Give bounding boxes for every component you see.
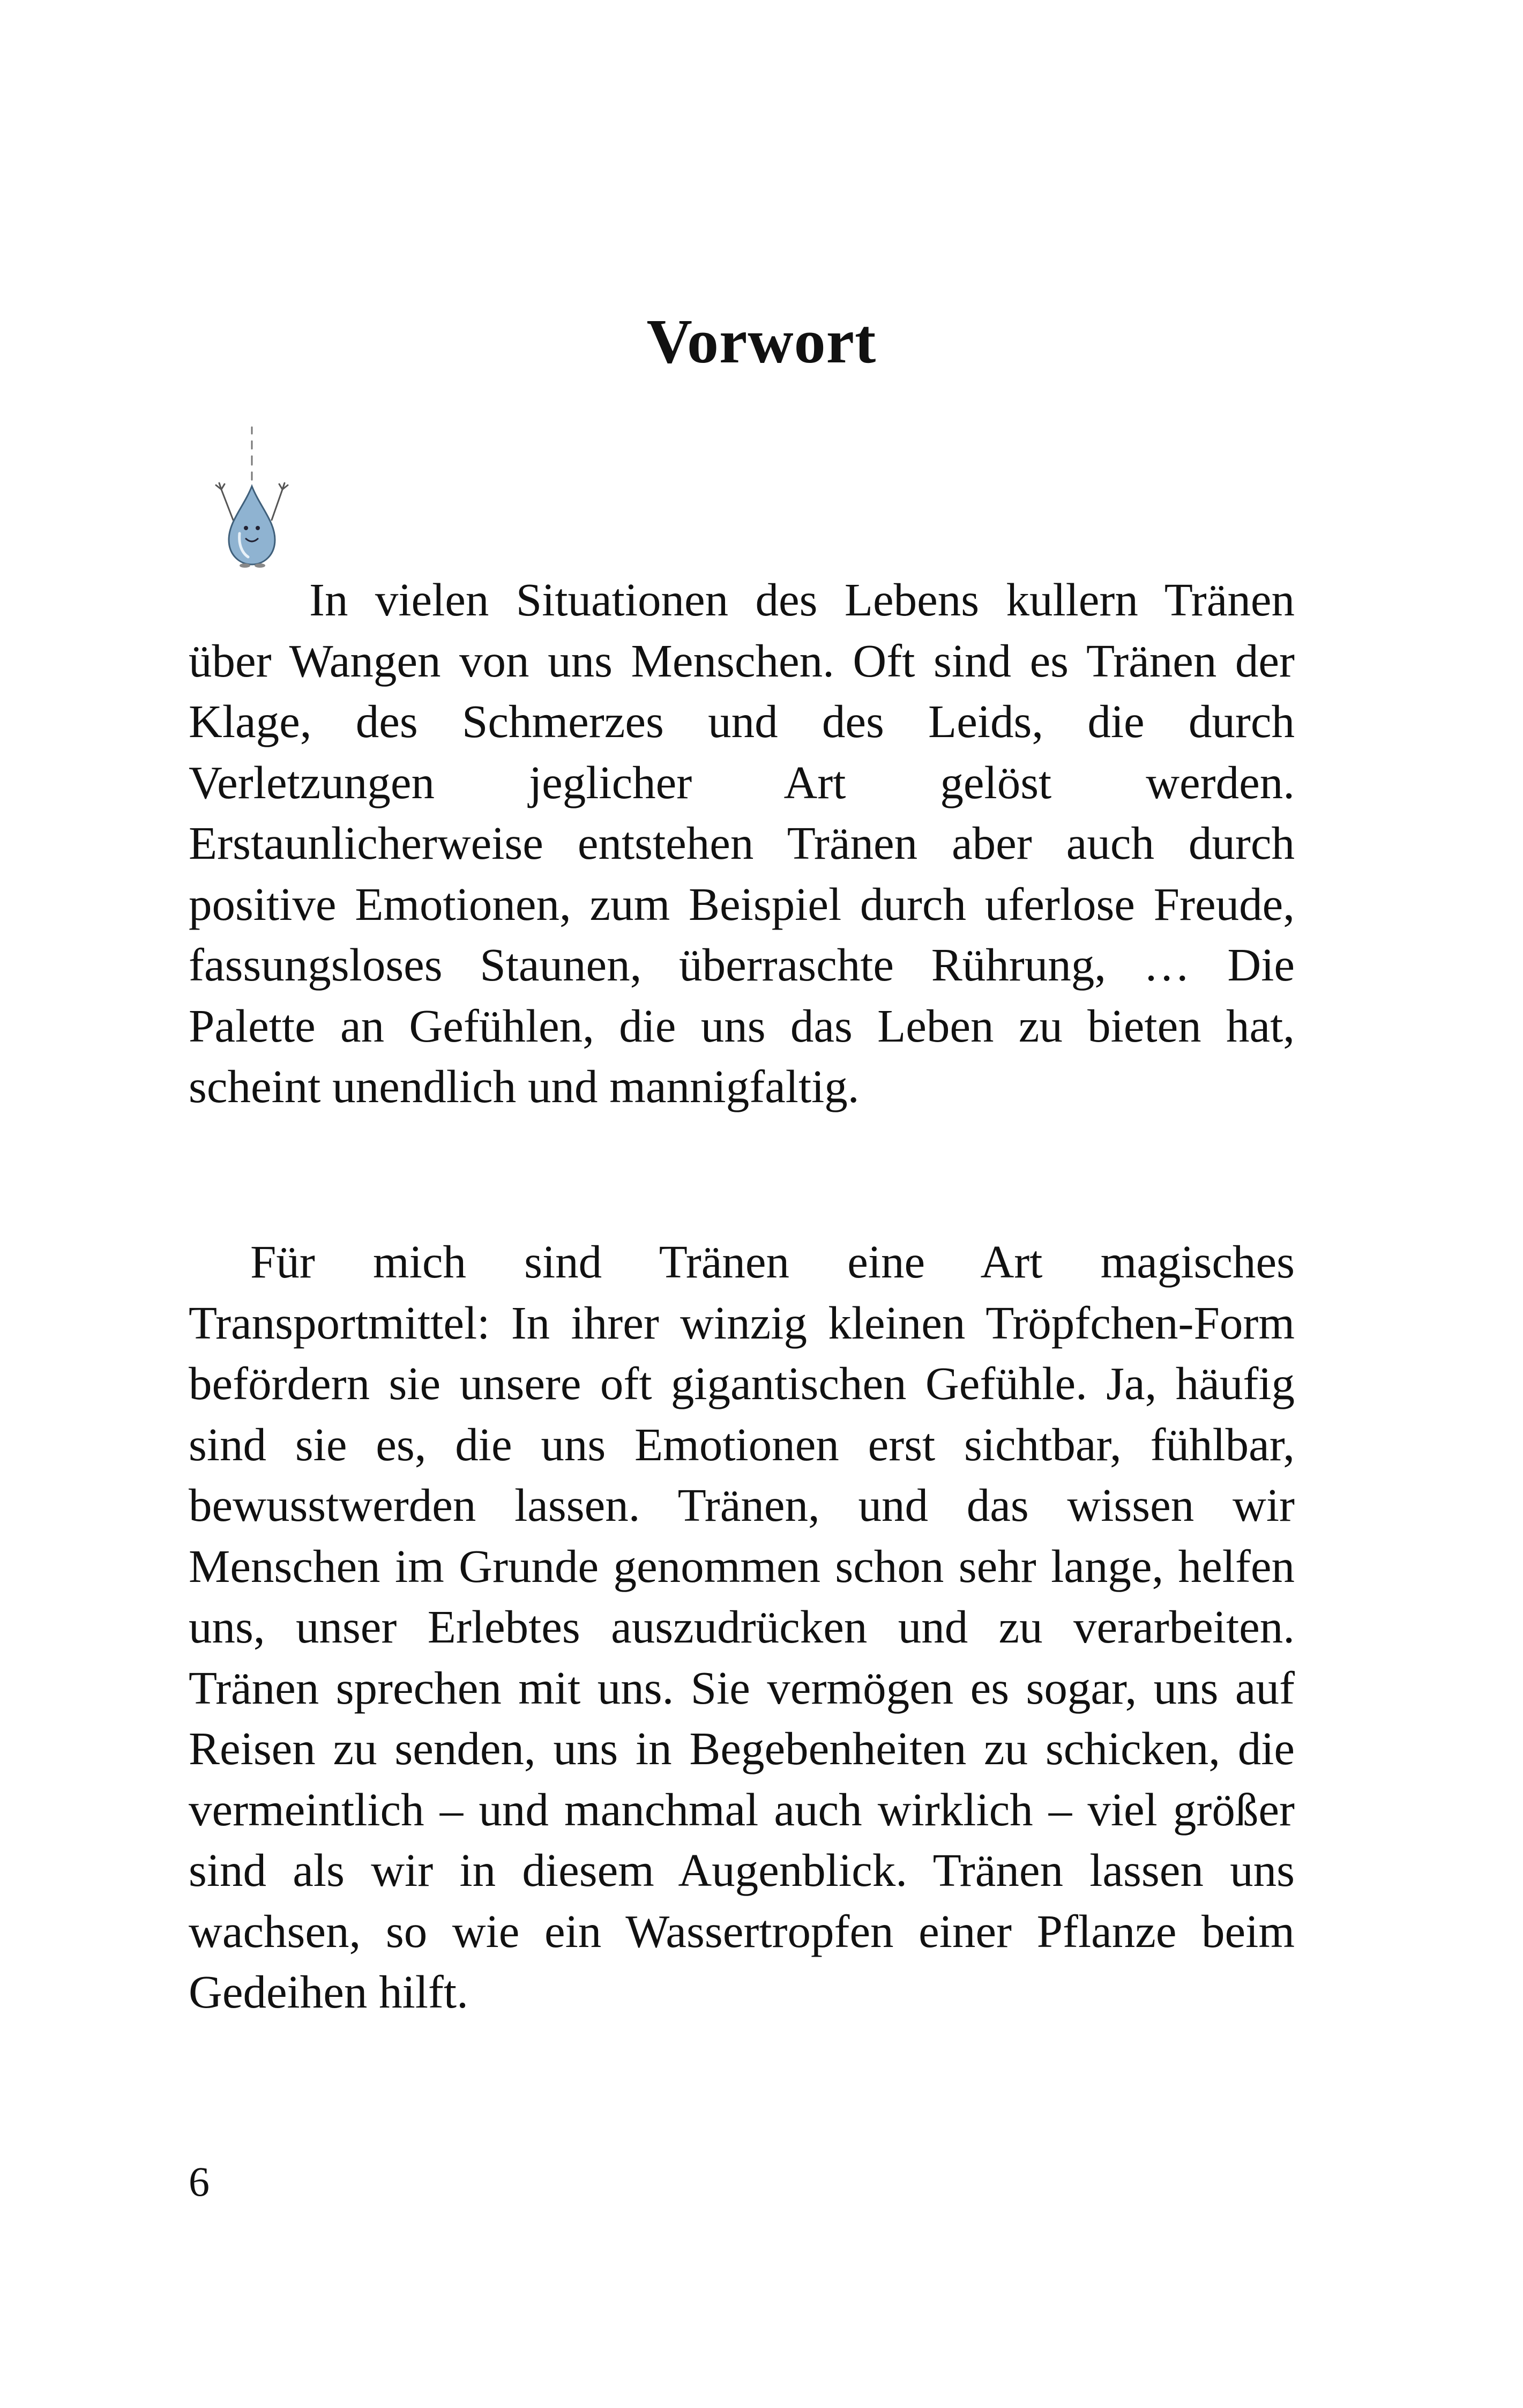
- paragraph-1: In vielen Situationen des Lebens kullern Tränen über Wangen von uns Menschen. Oft sind es Tränen der Klage, des Schmerzes und des Leids, die durch Verletzungen jeglicher Art gelöst werden. Erstaunlicherweise entstehen Tränen aber auch durch positive Emotionen, zum Beispiel durch uferlose Freude, fassungsloses Staunen, überraschte Rührung, … Die Palette an Gefühlen, die uns das Leben zu bieten hat, scheint unendlich und mannigfaltig.: [189, 574, 1295, 1112]
- paragraph-2: Für mich sind Tränen eine Art magisches Transportmittel: In ihrer winzig kleinen Tröpfchen-Form befördern sie unsere oft gigantischen Gefühle. Ja, häufig sind sie es, die uns Emotionen erst sichtbar, fühlbar, bewusstwerden lassen. Tränen, und das wissen wir Menschen im Grunde genommen schon sehr lange, helfen uns, unser Erlebtes auszudrücken und zu verarbeiten. Tränen sprechen mit uns. Sie vermögen es sogar, uns auf Reisen zu senden, uns in Begebenheiten zu schicken, die vermeintlich – und manchmal auch wirklich – viel größer sind als wir in diesem Augenblick. Tränen lassen uns wachsen, so wie ein Wassertropfen einer Pflanze beim Gedeihen hilft.: [189, 1236, 1295, 2018]
- page-title: Vorwort: [646, 306, 877, 377]
- water-drop-character-icon: [206, 426, 297, 568]
- page-number: 6: [189, 2158, 210, 2205]
